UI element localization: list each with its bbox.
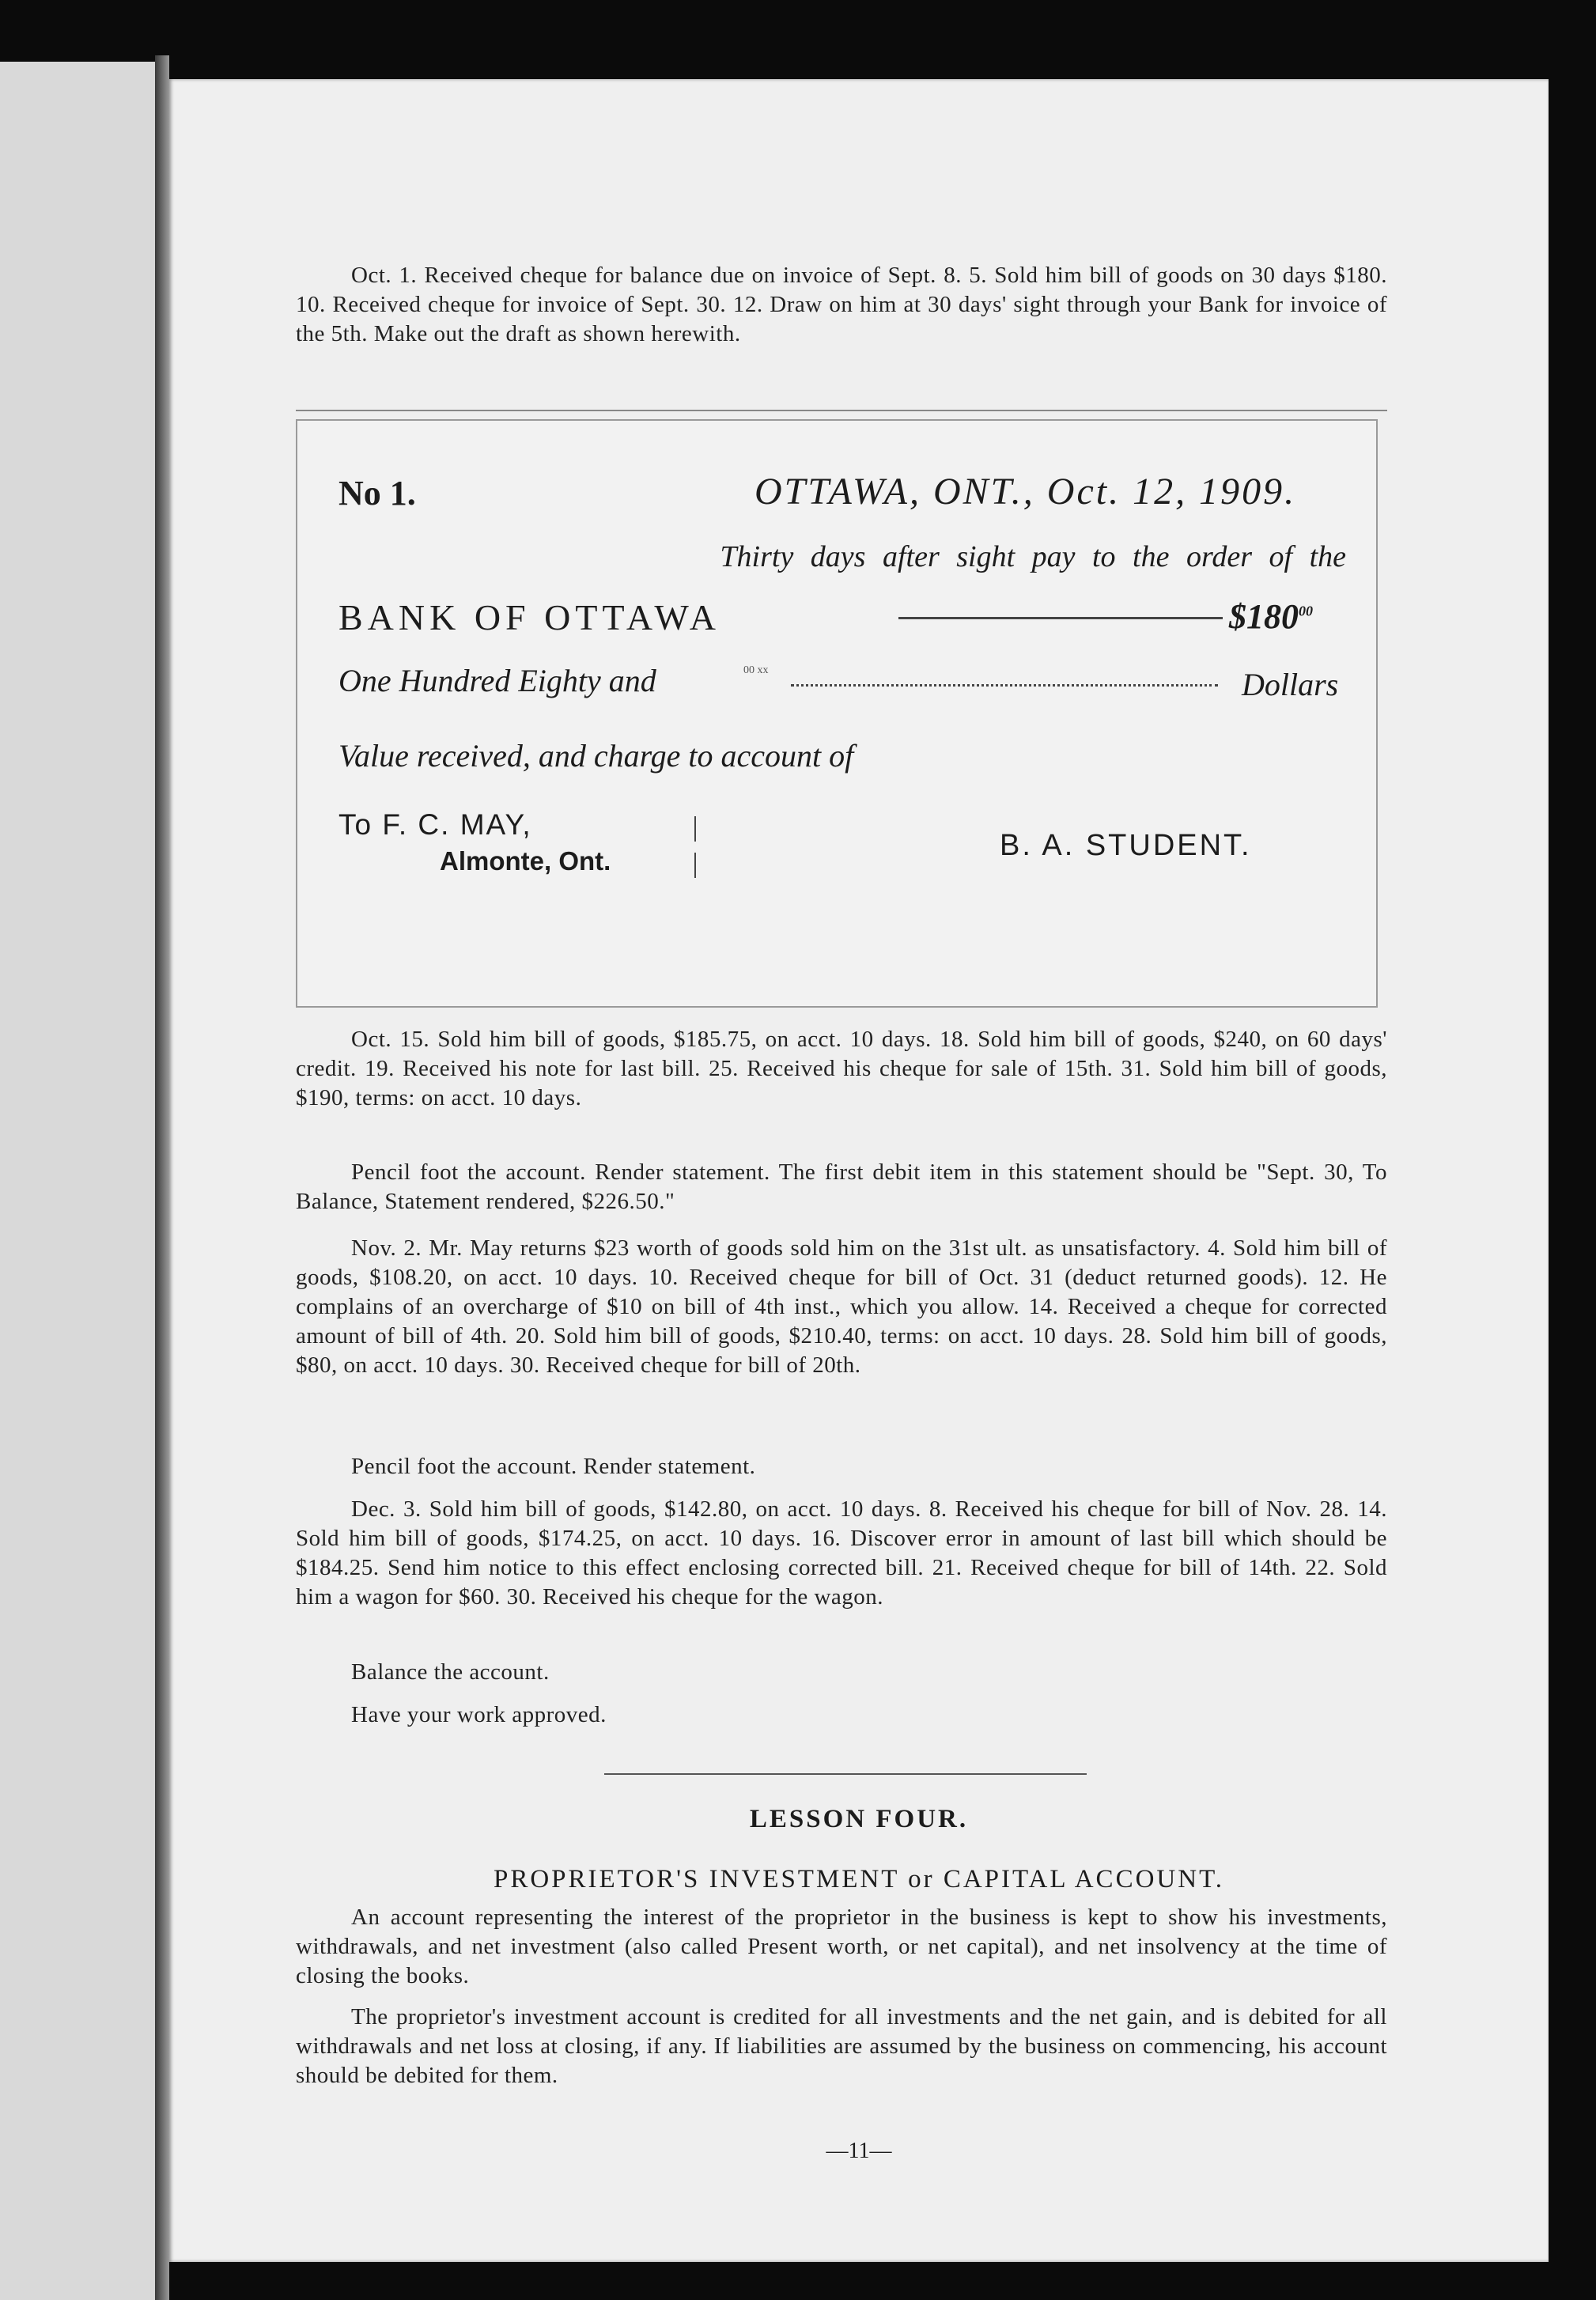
paragraph-nov: Nov. 2. Mr. May returns $23 worth of goods sold him on the 31st ult. as unsatisfactory. 4. Sold him bill of goods, $108.20, on acct. 10 days. 10. Received cheque for bill of Oct. 31 (deduct returned goods). 12. He complains of an overcharge of $10 on bill of 4th inst., which you allow. 14. Received a cheque for corrected amount of bill of 4th. 20. Sold him bill of goods, $210.40, terms: on acct. 10 days. 28. Sold him bill of goods, $80, on acct. 10 days. 30. Received cheque for bill of 20th. <box>296 1235 1387 1378</box>
draft-place-date: OTTAWA, ONT., Oct. 12, 1909. <box>755 471 1297 513</box>
lesson-paragraph-1: An account representing the interest of the proprietor in the business is kept to show his investments, withdrawals, and net investment (also called Present worth, or net capital), and net insolvency at the time of closing the books. <box>296 1905 1387 1988</box>
draft-amount-dollars: $180 <box>1229 597 1299 636</box>
draft-number: No 1. <box>338 474 416 513</box>
draft-payee: BANK OF OTTAWA <box>338 597 720 637</box>
fill-line-words <box>791 684 1218 687</box>
draft-cents-fraction: 00 xx <box>743 664 769 676</box>
divider-rule <box>296 410 1387 411</box>
fill-line-payee <box>898 617 1223 619</box>
draft-form <box>296 419 1378 1008</box>
paragraph-dec: Dec. 3. Sold him bill of goods, $142.80, on acct. 10 days. 8. Received his cheque for bill of Nov. 28. 14. Sold him bill of goods, $174.25, on acct. 10 days. 16. Discover error in amount of last bill which should be $184.25. Send him notice to this effect enclosing corrected bill. 21. Received cheque for bill of 14th. 22. Sold him a wagon for $60. 30. Received his cheque for the wagon. <box>296 1496 1387 1610</box>
paragraph-approved: Have your work approved. <box>351 1702 607 1727</box>
draft-dollars-label: Dollars <box>1242 667 1339 702</box>
paragraph-balance: Balance the account. <box>351 1659 550 1685</box>
document-page <box>169 79 1549 2262</box>
section-title: PROPRIETOR'S INVESTMENT or CAPITAL ACCOUNT. <box>493 1865 1225 1893</box>
paragraph-oct: Oct. 15. Sold him bill of goods, $185.75, on acct. 10 days. 18. Sold him bill of goods, $240, on 60 days' credit. 19. Received his note for last bill. 25. Received his cheque for sale of 15th. 31. Sold him bill of goods, $190, terms: on acct. 10 days. <box>296 1027 1387 1110</box>
intro-paragraph: Oct. 1. Received cheque for balance due on invoice of Sept. 8. 5. Sold him bill of goods on 30 days $180. 10. Received cheque for invoice of Sept. 30. 12. Draw on him at 30 days' sight through your Bank for invoice of the 5th. Make out the draft as shown herewith. <box>296 263 1387 346</box>
lesson-title: LESSON FOUR. <box>749 1805 969 1833</box>
paragraph-pencil-foot-1: Pencil foot the account. Render statement. The first debit item in this statement should be "Sept. 30, To Balance, Statement rendered, $226.50." <box>296 1159 1387 1214</box>
paragraph-pencil-foot-2: Pencil foot the account. Render statement. <box>351 1454 756 1479</box>
page-number: —11— <box>826 2139 892 2163</box>
draft-drawee-name: To F. C. MAY, <box>338 808 532 841</box>
draft-drawee-place: Almonte, Ont. <box>440 846 611 876</box>
draft-drawer: B. A. STUDENT. <box>1000 829 1252 862</box>
draft-value-line: Value received, and charge to account of <box>338 738 854 774</box>
left-page-edge <box>0 62 160 2300</box>
lesson-paragraph-2: The proprietor's investment account is credited for all investments and the net gain, and is debited for all withdrawals and net loss at closing, if any. If liabilities are assumed by the business on commencing, his account should be debited for them. <box>296 2004 1387 2088</box>
section-divider <box>604 1773 1087 1775</box>
draft-amount-words: One Hundred Eighty and <box>338 663 656 698</box>
draft-amount-cents: 00 <box>1299 603 1313 619</box>
book-spine <box>155 55 169 2300</box>
draft-amount <box>1229 596 1313 637</box>
draft-terms-line: Thirty days after sight pay to the order of the <box>720 540 1346 573</box>
separator-bar <box>694 853 696 878</box>
separator-bar <box>694 816 696 842</box>
